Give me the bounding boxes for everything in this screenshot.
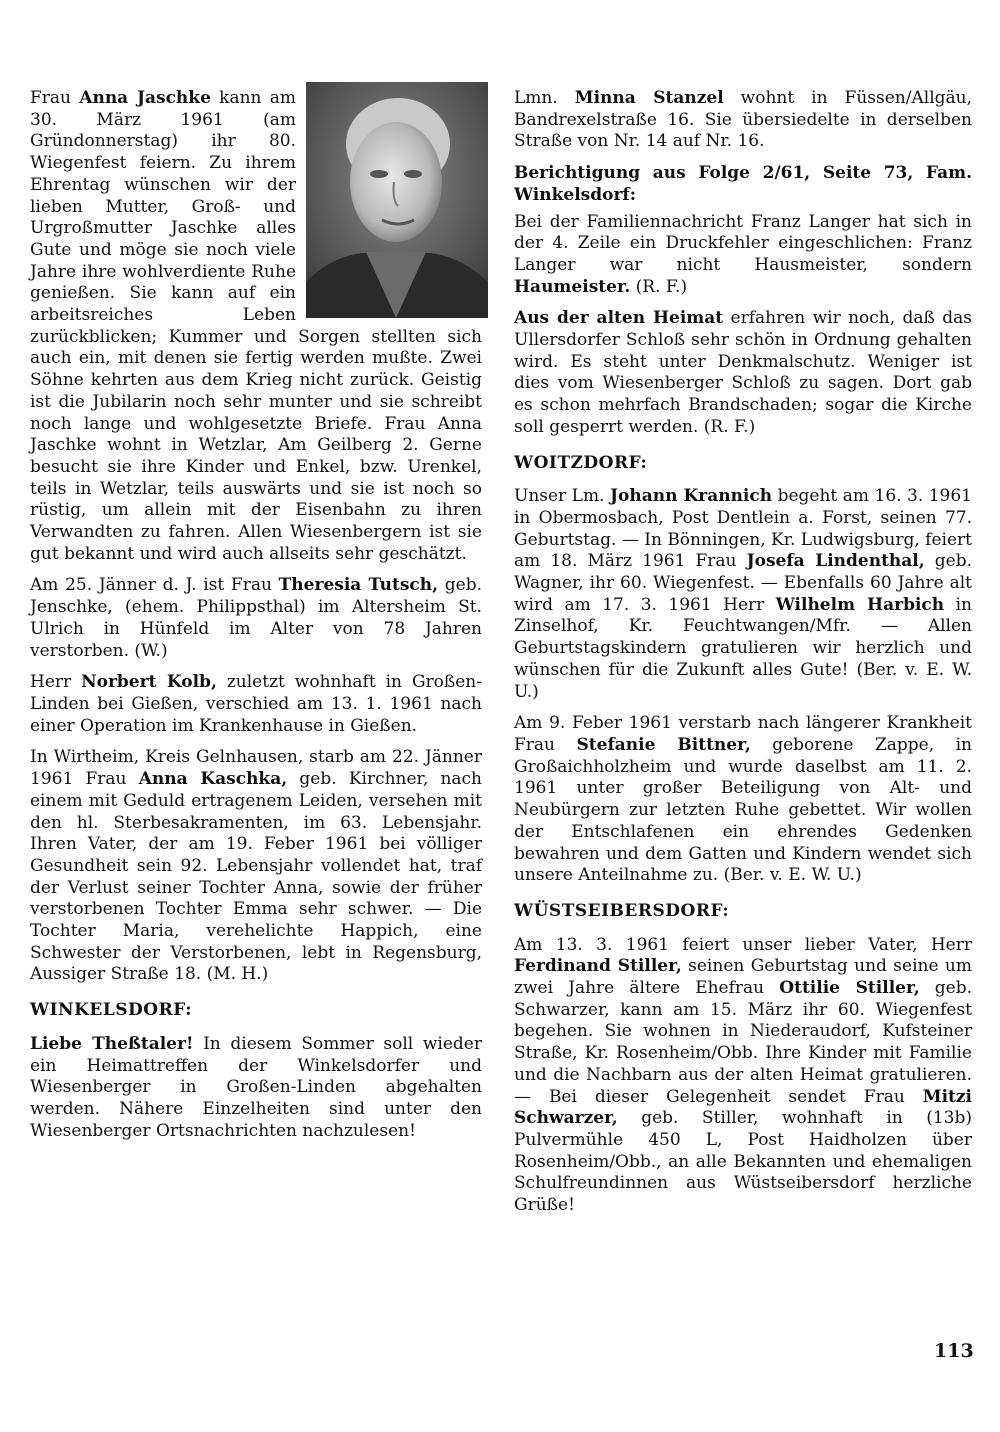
text-paragraph: Unser Lm. Johann Krannich begeht am 16. 3. 1961 in Obermosbach, Post Dentlein a. Forst, seinen 77. Geburtstag. — In Bönningen, Kr. Ludwigsburg, feiert am 18. März 1961 Frau Josefa Lindenthal, geb. Wagner, ihr 60. Wiegenfest. — Ebenfalls 60 Jahre alt wird am 17. 3. 1961 Herr Wilhelm Harbich in Zinselhof, Kr. Feuchtwangen/Mfr. — Allen Geburtstagskindern gratulieren wir herzlich und wünschen für die Zukunft alles Gute! (Ber. v. E. W. U.) [514, 486, 972, 702]
bold-name: Norbert Kolb, [81, 672, 217, 693]
bold-name: Aus der alten Heimat [514, 308, 724, 329]
bold-name: Ottilie Stiller, [779, 978, 920, 999]
page-number: 113 [934, 1340, 974, 1362]
bold-name: Anna Kaschka, [138, 769, 288, 790]
text-paragraph: Herr Norbert Kolb, zuletzt wohnhaft in Großen-Linden bei Gießen, verschied am 13. 1. 1961 nach einer Operation im Krankenhause in Gießen. [30, 672, 482, 736]
text-paragraph: Am 13. 3. 1961 feiert unser lieber Vater, Herr Ferdinand Stiller, seinen Geburtstag und seine um zwei Jahre ältere Ehefrau Ottilie Stiller, geb. Schwarzer, kann am 15. März ihr 60. Wiegenfest begehen. Sie wohnen in Niederaudorf, Kufsteiner Straße, Kr. Rosenheim/Obb. Ihre Kinder mit Familie und die Nachbarn aus der alten Heimat gratulieren. — Bei dieser Gelegenheit sendet Frau Mitzi Schwarzer, geb. Stiller, wohnhaft in (13b) Pulvermühle 450 L, Post Haidholzen über Rosenheim/Obb., an alle Bekannten und ehemaligen Schulfreundinnen aus Wüstseibersdorf herzliche Grüße! [514, 934, 972, 1216]
section-heading: WÜSTSEIBERSDORF: [514, 900, 730, 921]
text-paragraph: Frau Anna Jaschke kann am 30. März 1961 (am Gründonnerstag) ihr 80. Wiegenfest feiern. Zu ihrem Ehrentag wünschen wir der lieben Mutter, Groß- und Urgroßmutter Jaschke alles Gute und möge sie noch viele Jahre ihre wohlverdiente Ruhe genießen. Sie kann auf ein arbeitsreiches Leben zurückblicken; Kummer und Sorgen stellten sich auch ein, mit denen sie fertig werden mußte. Zwei Söhne kehrten aus dem Krieg nicht zurück. Geistig ist die Jubilarin noch sehr munter und sie schreibt noch lange und wohlgesetzte Briefe. Frau Anna Jaschke wohnt in Wetzlar, Am Geilberg 2. Gerne besucht sie ihre Kinder und Enkel, bzw. Urenkel, teils in Wetzlar, teils auswärts und sie ist noch so rüstig, um allein mit der Eisenbahn zu ihren Verwandten zu fahren. Allen Wiesenbergern ist sie gut bekannt und wird auch allseits sehr geschätzt. [30, 88, 482, 564]
right-column [514, 88, 972, 1227]
text-paragraph: In Wirtheim, Kreis Gelnhausen, starb am 22. Jänner 1961 Frau Anna Kaschka, geb. Kirchner, nach einem mit Geduld ertragenem Leiden, versehen mit den hl. Sterbesakramenten, im 63. Lebensjahr. Ihren Vater, der am 19. Feber 1961 bei völliger Gesundheit sein 92. Lebensjahr vollendet hat, traf der Verlust seiner Tochter Anna, sowie der früher verstorbenen Tochter Emma sehr schwer. — Die Tochter Maria, verehelichte Happich, eine Schwester der Verstorbenen, lebt in Regensburg, Aussiger Straße 18. (M. H.) [30, 747, 482, 985]
text-paragraph: Liebe Theßtaler! In diesem Sommer soll wieder ein Heimattreffen der Winkelsdorfer und Wiesenberger in Großen-Linden abgehalten werden. Nähere Einzelheiten sind unter den Wiesenberger Ortsnachrichten nachzulesen! [30, 1033, 482, 1141]
correction-title [514, 163, 972, 206]
text-paragraph: Aus der alten Heimat erfahren wir noch, daß das Ullersdorfer Schloß sehr schön in Ordnung gehalten wird. Es steht unter Denkmalschutz. Weniger ist dies vom Wiesenberger Schloß zu sagen. Dort gab es schon mehrfach Brandschaden; sogar die Kirche soll gesperrt werden. (R. F.) [514, 308, 972, 437]
bold-name: Ferdinand Stiller, [514, 956, 682, 977]
bold-name: Josefa Lindenthal, [746, 551, 925, 572]
text-paragraph: Am 9. Feber 1961 verstarb nach längerer Krankheit Frau Stefanie Bittner, geborene Zappe, in Großaichholzheim und wurde daselbst am 11. 2. 1961 unter großer Beteiligung von Alt- und Neubürgern zur letzten Ruhe gebettet. Wir wollen der Entschlafenen ein ehrendes Gedenken bewahren und dem Gatten und Kindern wendet sich unsere Anteilnahme zu. (Ber. v. E. W. U.) [514, 713, 973, 886]
bold-name: Haumeister. [514, 276, 631, 297]
bold-name: Wilhelm Harbich [775, 594, 945, 615]
section-heading: WINKELSDORF: [30, 1000, 192, 1021]
bold-name: Liebe Theßtaler! [30, 1033, 194, 1054]
left-column [30, 88, 482, 1152]
bold-name: Anna Jaschke [79, 88, 211, 108]
bold-name: Berichtigung aus Folge 2/61, Seite 73, Fam. Winkelsdorf: [514, 163, 972, 205]
section-heading: WOITZDORF: [514, 452, 648, 473]
bold-name: Johann Krannich [609, 486, 773, 507]
bold-name: Mitzi Schwarzer, [514, 1086, 972, 1129]
bold-name: Minna Stanzel [574, 88, 724, 108]
text-paragraph: Am 25. Jänner d. J. ist Frau Theresia Tutsch, geb. Jenschke, (ehem. Philippsthal) im Altersheim St. Ulrich in Hünfeld im Alter von 78 Jahren verstorben. (W.) [30, 575, 482, 661]
bold-name: Stefanie Bittner, [576, 734, 751, 755]
portrait-photo [306, 82, 488, 318]
bold-name: Theresia Tutsch, [278, 575, 439, 596]
text-paragraph: Bei der Familiennachricht Franz Langer hat sich in der 4. Zeile ein Druckfehler eingeschlichen: Franz Langer war nicht Hausmeister, sondern Haumeister. (R. F.) [514, 211, 972, 297]
text-paragraph: Lmn. Minna Stanzel wohnt in Füssen/Allgäu, Bandrexelstraße 16. Sie übersiedelte in derselben Straße von Nr. 14 auf Nr. 16. [514, 88, 972, 152]
